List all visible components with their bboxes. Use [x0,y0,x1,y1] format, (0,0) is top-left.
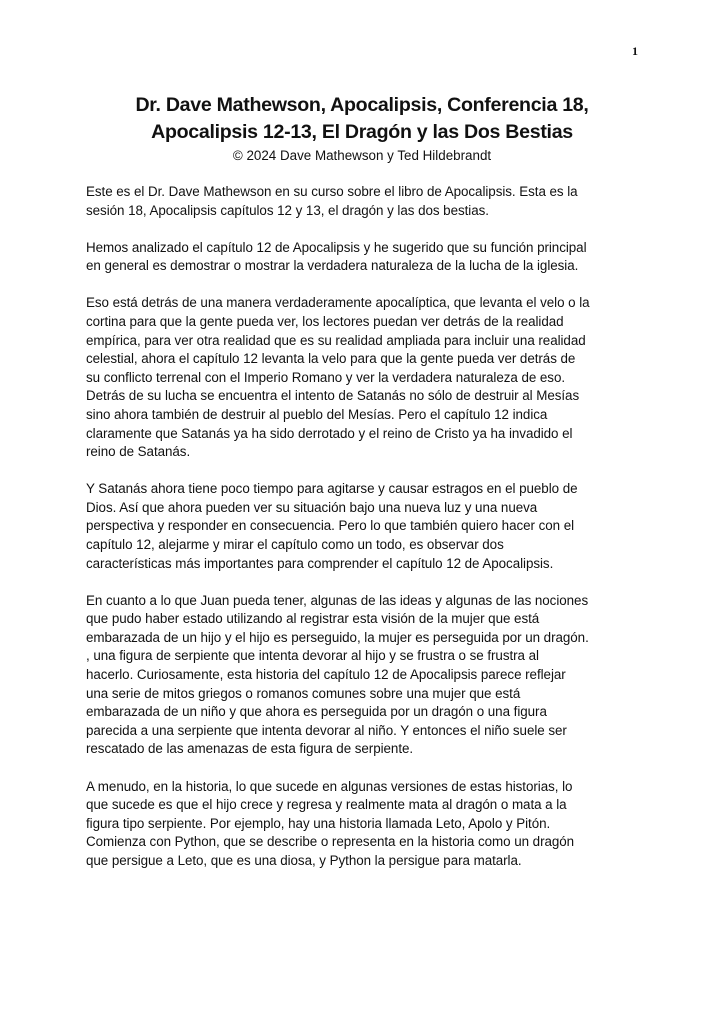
text-line: perspectiva y responder en consecuencia. Pero lo que también quiero hacer con el [86,518,575,534]
text-line: Este es el Dr. Dave Mathewson en su curso sobre el libro de Apocalipsis. Esta es la [86,184,578,199]
paragraph-3 [86,294,646,461]
text-line: hacerlo. Curiosamente, esta historia del capítulo 12 de Apocalipsis parece reflejar [86,667,566,683]
text-line: embarazada de un hijo y el hijo es perseguido, la mujer es perseguida por un dragón. [86,629,589,645]
text-line: Dios. Así que ahora pueden ver su situación bajo una nueva luz y una nueva [86,499,538,515]
title-block [86,92,638,166]
text-line: que sucede es que el hijo crece y regresa y realmente mata al dragón o mata a la [86,797,567,813]
document-body [86,183,646,889]
paragraph-5 [86,592,646,759]
text-line: , una figura de serpiente que intenta devorar al hijo y se frustra o se frustra al [86,648,539,664]
text-line: celestial, ahora el capítulo 12 levanta la velo para que la gente pueda ver detrás de [86,351,576,367]
text-line: Y Satanás ahora tiene poco tiempo para agitarse y causar estragos en el pueblo de [86,481,578,497]
text-line: capítulo 12, alejarme y mirar el capítulo como un todo, es observar dos [86,537,504,552]
text-line: Comienza con Python, que se describe o representa en la historia como un dragón [86,834,575,850]
title-line-2: Apocalipsis 12-13, El Dragón y las Dos Bestias [151,121,573,143]
text-line: características más importantes para comprender el capítulo 12 de Apocalipsis. [86,555,554,571]
paragraph-4 [86,480,646,573]
text-line: cortina para que la gente pueda ver, los lectores puedan ver detrás de la realidad [86,313,564,329]
page-number: 1 [632,44,638,58]
text-line: Detrás de su lucha se encuentra el intento de Satanás no sólo de destruir al Mesías [86,388,580,404]
text-line: en general es demostrar o mostrar la verdadera naturaleza de la lucha de la iglesia. [86,258,579,274]
text-line: su conflicto terrenal con el Imperio Romano y ver la verdadera naturaleza de eso. [86,369,566,385]
paragraph-1 [86,183,646,220]
text-line: una serie de mitos griegos o romanos comunes sobre una mujer que está [86,685,521,701]
text-line: parecida a una serpiente que intenta devorar al niño. Y entonces el niño suele ser [86,722,567,738]
text-line: Eso está detrás de una manera verdaderamente apocalíptica, que levanta el velo o la [86,295,590,311]
text-line: sino ahora también de destruir al pueblo del Mesías. Pero el capítulo 12 indica [86,406,548,422]
text-line: empírica, para ver otra realidad que es su realidad ampliada para incluir una realidad [86,332,586,348]
text-line: embarazada de un niño y que ahora es perseguida por un dragón o una figura [86,704,547,720]
text-line: Hemos analizado el capítulo 12 de Apocalipsis y he sugerido que su función principal [86,239,587,255]
paragraph-2 [86,239,646,276]
title-line-1: Dr. Dave Mathewson, Apocalipsis, Conferencia 18, [135,94,589,116]
text-line: reino de Satanás. [86,444,191,460]
copyright-line: © 2024 Dave Mathewson y Ted Hildebrandt [232,148,492,163]
text-line: que pudo haber estado utilizando al registrar esta visión de la mujer que está [86,611,540,627]
text-line: A menudo, en la historia, lo que sucede en algunas versiones de estas historias, lo [86,778,573,794]
text-line: que persigue a Leto, que es una diosa, y Python la persigue para matarla. [86,852,522,868]
paragraph-6 [86,778,646,871]
text-line: figura tipo serpiente. Por ejemplo, hay una historia llamada Leto, Apolo y Pitón. [86,815,551,831]
text-line: claramente que Satanás ya ha sido derrotado y el reino de Cristo ya ha invadido el [86,425,573,441]
text-line: sesión 18, Apocalipsis capítulos 12 y 13, el dragón y las dos bestias. [86,202,489,218]
text-line: rescatado de las amenazas de esta figura de serpiente. [86,741,414,757]
text-line: En cuanto a lo que Juan pueda tener, algunas de las ideas y algunas de las nociones [86,592,589,608]
